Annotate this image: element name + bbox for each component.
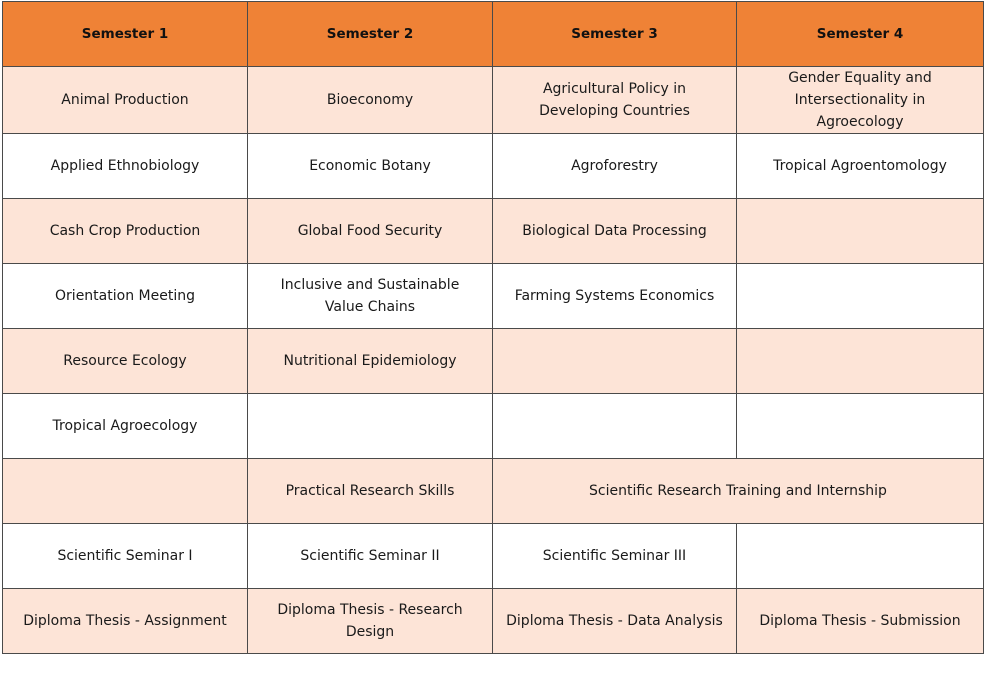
table-row <box>3 394 984 459</box>
table-cell: Diploma Thesis - Assignment <box>3 589 248 654</box>
table-cell-merged: Scientific Research Training and Internship <box>493 459 984 524</box>
header-semester-4: Semester 4 <box>737 2 984 67</box>
table-cell: Scientific Seminar III <box>493 524 737 589</box>
table-cell: Biological Data Processing <box>493 199 737 264</box>
table-cell <box>493 394 737 459</box>
table-row <box>3 264 984 329</box>
table-cell: Gender Equality and Intersectionality in Agroecology <box>737 67 984 134</box>
table-cell: Diploma Thesis - Research Design <box>248 589 493 654</box>
table-cell: Economic Botany <box>248 134 493 199</box>
table-row <box>3 589 984 654</box>
table-cell: Global Food Security <box>248 199 493 264</box>
table-cell: Bioeconomy <box>248 67 493 134</box>
table-cell <box>737 394 984 459</box>
header-semester-1: Semester 1 <box>3 2 248 67</box>
table-row <box>3 67 984 134</box>
header-semester-3: Semester 3 <box>493 2 737 67</box>
curriculum-table <box>2 1 984 654</box>
table-cell: Scientific Seminar II <box>248 524 493 589</box>
table-cell: Practical Research Skills <box>248 459 493 524</box>
table-cell <box>248 394 493 459</box>
header-row <box>3 2 984 67</box>
table-cell: Inclusive and Sustainable Value Chains <box>248 264 493 329</box>
table-row <box>3 524 984 589</box>
table-cell <box>737 329 984 394</box>
table-cell <box>3 459 248 524</box>
table-row <box>3 199 984 264</box>
table-row <box>3 134 984 199</box>
table-cell: Agricultural Policy in Developing Countries <box>493 67 737 134</box>
table-cell: Scientific Seminar I <box>3 524 248 589</box>
table-cell <box>737 199 984 264</box>
table-cell <box>493 329 737 394</box>
table-row <box>3 329 984 394</box>
table-row <box>3 459 984 524</box>
table-cell: Resource Ecology <box>3 329 248 394</box>
table-cell: Farming Systems Economics <box>493 264 737 329</box>
table-cell: Animal Production <box>3 67 248 134</box>
table-cell: Tropical Agroentomology <box>737 134 984 199</box>
table-cell: Agroforestry <box>493 134 737 199</box>
header-semester-2: Semester 2 <box>248 2 493 67</box>
table-cell: Diploma Thesis - Data Analysis <box>493 589 737 654</box>
table-cell: Diploma Thesis - Submission <box>737 589 984 654</box>
table-cell <box>737 264 984 329</box>
table-cell: Tropical Agroecology <box>3 394 248 459</box>
table-cell: Applied Ethnobiology <box>3 134 248 199</box>
table-cell: Orientation Meeting <box>3 264 248 329</box>
table-cell: Cash Crop Production <box>3 199 248 264</box>
table-cell: Nutritional Epidemiology <box>248 329 493 394</box>
table-cell <box>737 524 984 589</box>
